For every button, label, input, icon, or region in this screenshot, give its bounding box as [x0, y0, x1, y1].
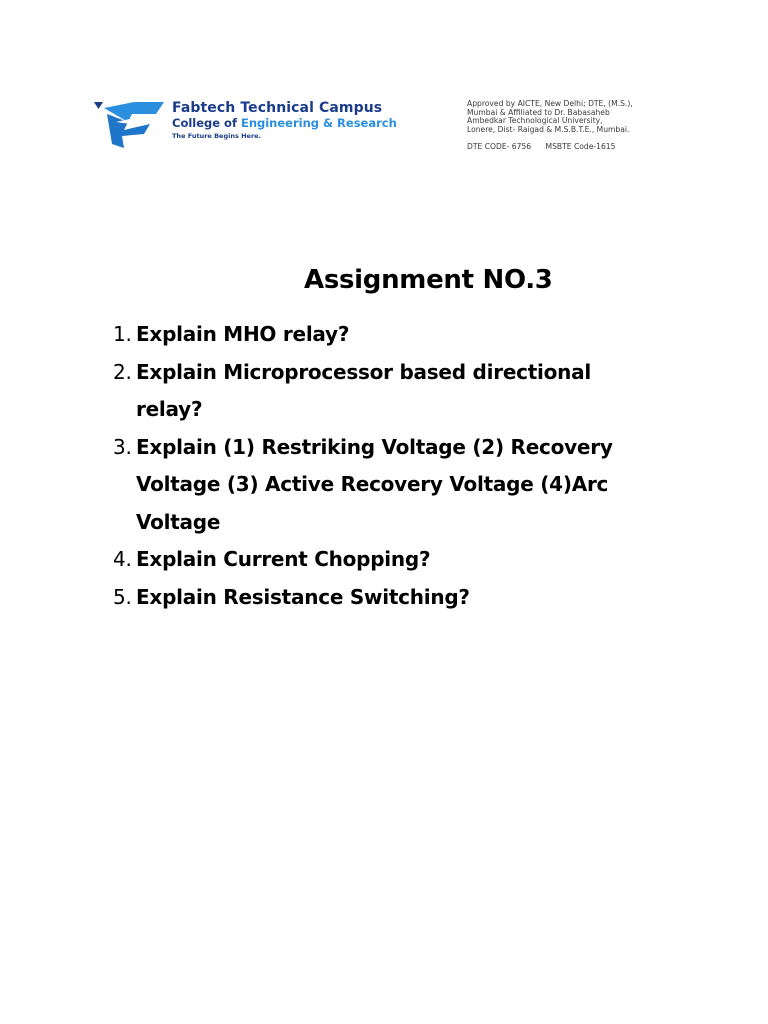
question-text: Explain Microprocessor based directional relay?: [136, 359, 591, 421]
question-item: [113, 429, 653, 542]
approval-line: Mumbai & Affiliated to Dr. Babasaheb: [467, 107, 610, 117]
institute-codes: [467, 142, 615, 151]
institution-block: [172, 100, 472, 141]
college-name-accent: Engineering & Research: [240, 116, 397, 130]
question-item: [113, 316, 653, 354]
fabtech-logo-icon: [94, 100, 166, 150]
approval-text: [467, 100, 682, 134]
question-number: 1.: [113, 322, 132, 346]
msbte-code: MSBTE Code-1615: [545, 142, 616, 151]
question-number: 5.: [113, 584, 132, 609]
question-number: 2.: [113, 359, 132, 384]
question-item: [113, 579, 653, 617]
question-text: Explain Current Chopping?: [136, 547, 431, 571]
college-name-prefix: College of: [172, 116, 241, 130]
question-item: [113, 541, 653, 579]
letterhead: [94, 98, 684, 158]
question-number: 4.: [113, 547, 132, 571]
institution-name: Fabtech Technical Campus: [172, 100, 383, 116]
question-list: [113, 316, 653, 616]
approval-line: Ambedkar Technological University,: [467, 116, 603, 126]
dte-code: DTE CODE- 6756: [467, 142, 532, 151]
question-text: Explain Resistance Switching?: [136, 584, 470, 609]
approval-line: Approved by AICTE, New Delhi; DTE, (M.S.),: [467, 99, 633, 108]
question-item: [113, 354, 653, 429]
question-number: 3.: [113, 434, 132, 459]
assignment-title: Assignment NO.3: [304, 265, 553, 295]
college-name: [172, 116, 472, 130]
question-text: Explain (1) Restriking Voltage (2) Recovery Voltage (3) Active Recovery Voltage (4)Arc Voltage: [136, 434, 613, 534]
approval-line: Lonere, Dist- Raigad & M.S.B.T.E., Mumbai.: [467, 124, 630, 134]
question-text: Explain MHO relay?: [136, 322, 350, 346]
tagline: The Future Begins Here.: [172, 132, 262, 140]
